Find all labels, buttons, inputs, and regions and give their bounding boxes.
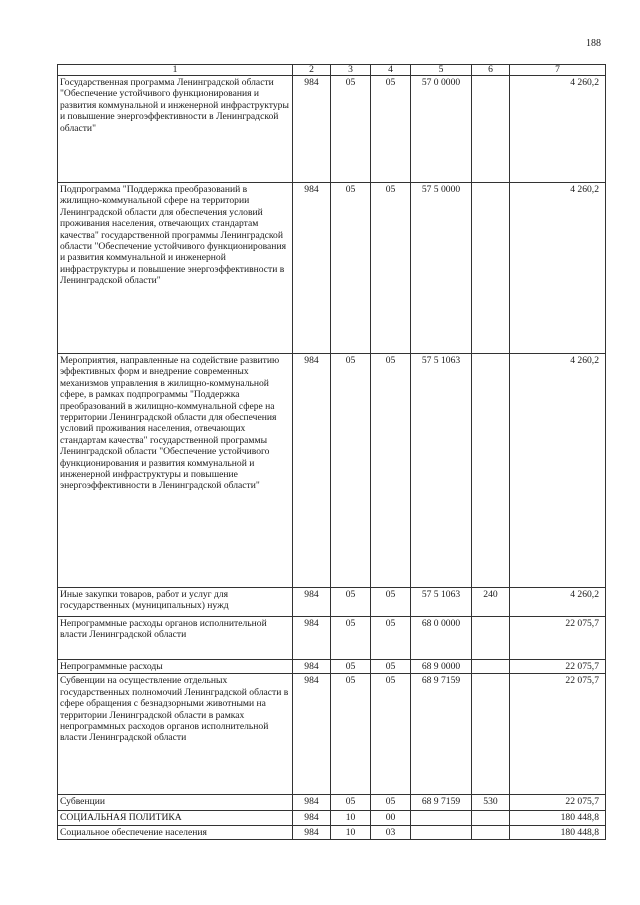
row-vr [472, 811, 510, 825]
header-cell: 1 [58, 65, 293, 76]
header-cell: 2 [293, 65, 331, 76]
header-cell: 4 [371, 65, 411, 76]
row-name: СОЦИАЛЬНАЯ ПОЛИТИКА [58, 811, 293, 825]
row-ved: 984 [293, 825, 331, 839]
row-ved: 984 [293, 183, 331, 354]
row-csr: 57 5 1063 [411, 354, 472, 588]
row-name: Иные закупки товаров, работ и услуг для государственных (муниципальных) нужд [58, 588, 293, 617]
row-rz: 10 [331, 811, 371, 825]
row-ved: 984 [293, 795, 331, 811]
row-rz: 05 [331, 617, 371, 660]
row-rz: 05 [331, 674, 371, 795]
row-pr: 05 [371, 660, 411, 674]
row-vr [472, 76, 510, 183]
table-row [58, 617, 606, 660]
table-row [58, 660, 606, 674]
row-pr: 05 [371, 183, 411, 354]
row-csr: 68 9 7159 [411, 674, 472, 795]
row-ved: 984 [293, 588, 331, 617]
header-cell: 7 [510, 65, 606, 76]
row-name: Государственная программа Ленинградской области "Обеспечение устойчивого функционирования и развития коммунальной и инженерной инфраструктуры и повышение энергоэффективности в Ленинградской области" [58, 76, 293, 183]
row-vr [472, 825, 510, 839]
row-rz: 05 [331, 183, 371, 354]
row-vr: 240 [472, 588, 510, 617]
table-row [58, 354, 606, 588]
row-sum: 22 075,7 [510, 660, 606, 674]
row-sum: 4 260,2 [510, 76, 606, 183]
row-pr: 00 [371, 811, 411, 825]
header-cell: 6 [472, 65, 510, 76]
row-rz: 05 [331, 76, 371, 183]
row-pr: 05 [371, 588, 411, 617]
table-header-row [58, 65, 606, 76]
row-name: Мероприятия, направленные на содействие развитию эффективных форм и внедрение современных механизмов управления в жилищно-коммунальной сфере, в рамках подпрограммы "Поддержка преобразований в жилищно-коммунальной сфере на территории Ленинградской области для обеспечения условий проживания населения, отвечающих стандартам качества" государственной программы Ленинградской области "Обеспечение устойчивого функционирования и развития коммунальной и инженерной инфраструктуры и повышение энергоэффективности в Ленинградской области" [58, 354, 293, 588]
row-csr: 68 9 0000 [411, 660, 472, 674]
row-name: Субвенции [58, 795, 293, 811]
row-csr: 57 0 0000 [411, 76, 472, 183]
row-name: Подпрограмма "Поддержка преобразований в жилищно-коммунальной сфере на территории Ленинградской области для обеспечения условий проживания населения, отвечающих стандартам качества" государственной программы Ленинградской области "Обеспечение устойчивого функционирования и развития коммунальной и инженерной инфраструктуры и повышение энергоэффективности в Ленинградской области" [58, 183, 293, 354]
row-csr: 57 5 0000 [411, 183, 472, 354]
row-rz: 05 [331, 795, 371, 811]
row-sum: 22 075,7 [510, 617, 606, 660]
header-cell: 3 [331, 65, 371, 76]
row-ved: 984 [293, 76, 331, 183]
row-name: Субвенции на осуществление отдельных государственных полномочий Ленинградской области в сфере обращения с безнадзорными животными на территории Ленинградской области в рамках непрограммных расходов органов исполнительной власти Ленинградской области [58, 674, 293, 795]
row-sum: 180 448,8 [510, 811, 606, 825]
table-row [58, 795, 606, 811]
row-pr: 05 [371, 617, 411, 660]
table-row [58, 811, 606, 825]
row-rz: 10 [331, 825, 371, 839]
row-sum: 22 075,7 [510, 674, 606, 795]
row-sum: 4 260,2 [510, 588, 606, 617]
row-vr [472, 354, 510, 588]
row-csr [411, 825, 472, 839]
row-rz: 05 [331, 354, 371, 588]
row-name: Непрограммные расходы органов исполнительной власти Ленинградской области [58, 617, 293, 660]
table-row [58, 674, 606, 795]
table-row [58, 183, 606, 354]
row-pr: 03 [371, 825, 411, 839]
row-name: Социальное обеспечение населения [58, 825, 293, 839]
row-ved: 984 [293, 674, 331, 795]
row-pr: 05 [371, 674, 411, 795]
budget-table [57, 64, 606, 840]
row-vr [472, 674, 510, 795]
row-vr [472, 660, 510, 674]
row-csr: 68 0 0000 [411, 617, 472, 660]
row-pr: 05 [371, 795, 411, 811]
row-csr: 68 9 7159 [411, 795, 472, 811]
row-ved: 984 [293, 354, 331, 588]
row-ved: 984 [293, 617, 331, 660]
row-sum: 4 260,2 [510, 354, 606, 588]
row-sum: 180 448,8 [510, 825, 606, 839]
row-pr: 05 [371, 354, 411, 588]
row-sum: 22 075,7 [510, 795, 606, 811]
header-cell: 5 [411, 65, 472, 76]
table-row [58, 588, 606, 617]
row-pr: 05 [371, 76, 411, 183]
table-row [58, 825, 606, 839]
row-name: Непрограммные расходы [58, 660, 293, 674]
row-rz: 05 [331, 588, 371, 617]
table-row [58, 76, 606, 183]
row-vr [472, 617, 510, 660]
row-csr: 57 5 1063 [411, 588, 472, 617]
row-rz: 05 [331, 660, 371, 674]
row-csr [411, 811, 472, 825]
row-ved: 984 [293, 660, 331, 674]
row-vr: 530 [472, 795, 510, 811]
row-ved: 984 [293, 811, 331, 825]
row-vr [472, 183, 510, 354]
page-number: 188 [586, 38, 601, 49]
row-sum: 4 260,2 [510, 183, 606, 354]
